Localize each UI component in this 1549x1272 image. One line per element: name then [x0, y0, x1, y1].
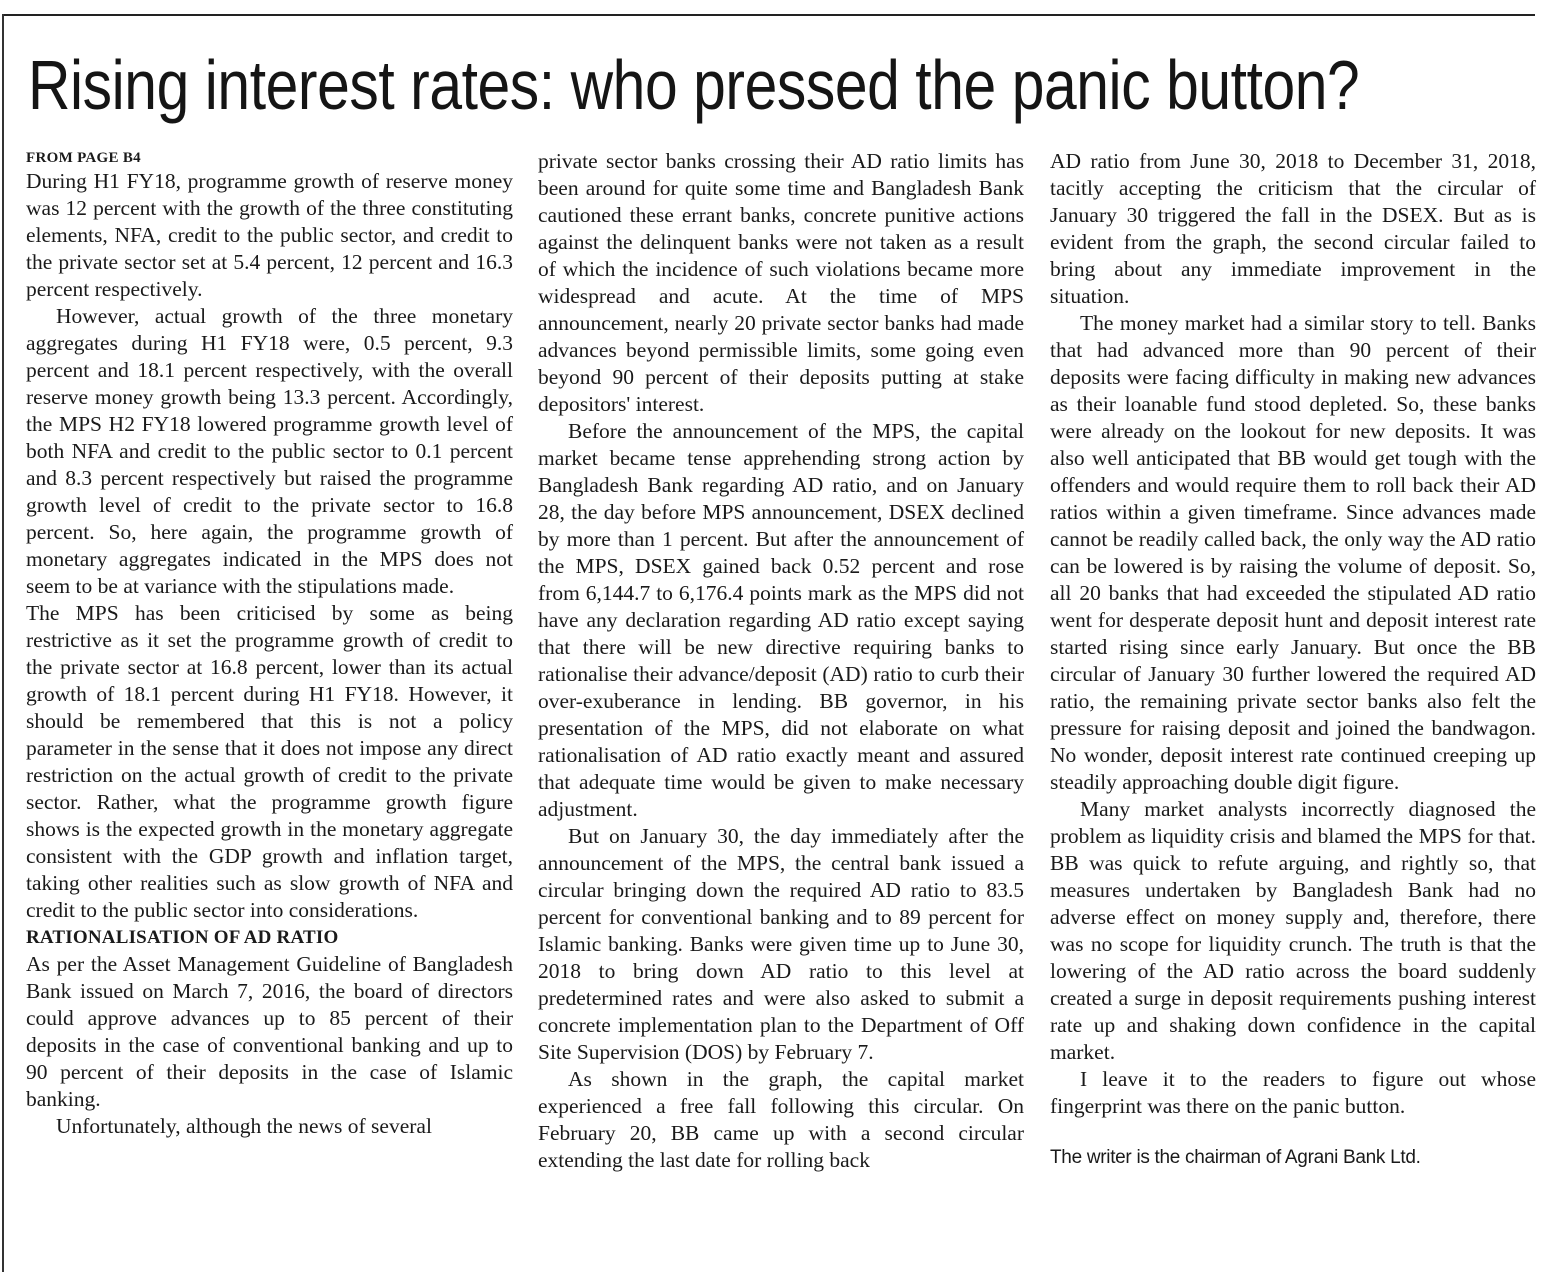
- page-edge-rule: [2, 14, 4, 1272]
- paragraph: Before the announcement of the MPS, the capital market became tense apprehending strong action by Bangladesh Bank regarding AD ratio, and on January 28, the day before MPS announcement, DSEX declined by more than 1 percent. But after the announcement of the MPS, DSEX gained back 0.52 percent and rose from 6,144.7 to 6,176.4 points mark as the MPS did not have any declaration regarding AD ratio except saying that there will be new directive requiring banks to rationalise their advance/deposit (AD) ratio to curb their over-exuberance in lending. BB governor, in his presentation of the MPS, did not elaborate on what rationalisation of AD ratio exactly meant and assured that adequate time would be given to make necessary adjustment.: [538, 419, 1024, 821]
- paragraph: private sector banks crossing their AD ratio limits has been around for quite some time and Bangladesh Bank cautioned these errant banks, concrete punitive actions against the delinquent banks were not taken as a result of which the incidence of such violations became more widespread and acute. At the time of MPS announcement, nearly 20 private sector banks had made advances beyond permissible limits, some going even beyond 90 percent of their deposits putting at stake depositors' interest.: [538, 149, 1024, 416]
- paragraph: The money market had a similar story to tell. Banks that had advanced more than 90 percent of their deposits were facing difficulty in making new advances as their loanable fund stood depleted. So, these banks were already on the lookout for new deposits. It was also well anticipated that BB would get tough with the offenders and would require them to roll back their AD ratios within a given timeframe. Since advances made cannot be readily called back, the only way the AD ratio can be lowered is by raising the volume of deposit. So, all 20 banks that had exceeded the stipulated AD ratio went for desperate deposit hunt and deposit interest rate started rising since early January. But once the BB circular of January 30 further lowered the required AD ratio, the remaining private sector banks also felt the pressure for raising deposit and joined the bandwagon. No wonder, deposit interest rate continued creeping up steadily approaching double digit figure.: [1050, 311, 1536, 794]
- headline: Rising interest rates: who pressed the panic button?: [28, 46, 1360, 124]
- continuation-label: FROM PAGE B4: [26, 150, 141, 166]
- paragraph: But on January 30, the day immediately after the announcement of the MPS, the central bank issued a circular bringing down the required AD ratio to 83.5 percent for conventional banking and to 89 percent for Islamic banking. Banks were given time up to June 30, 2018 to bring down AD ratio to this level at predetermined rates and were also asked to submit a concrete implementation plan to the Department of Off Site Supervision (DOS) by February 7.: [538, 824, 1024, 1064]
- paragraph: Many market analysts incorrectly diagnosed the problem as liquidity crisis and blamed the MPS for that. BB was quick to refute arguing, and rightly so, that measures undertaken by Bangladesh Bank had no adverse effect on money supply and, therefore, there was no scope for liquidity crunch. The truth is that the lowering of the AD ratio across the board suddenly created a surge in deposit requirements pushing interest rate up and shaking down confidence in the capital market.: [1050, 797, 1536, 1064]
- section-subhead: RATIONALISATION OF AD RATIO: [26, 927, 339, 948]
- paragraph: AD ratio from June 30, 2018 to December 31, 2018, tacitly accepting the criticism that the circular of January 30 triggered the fall in the DSEX. But as is evident from the graph, the second circular failed to bring about any immediate improvement in the situation.: [1050, 149, 1536, 308]
- paragraph: However, actual growth of the three monetary aggregates during H1 FY18 were, 0.5 percent, 9.3 percent and 18.1 percent respectively, with the overall reserve money growth being 13.3 percent. Accordingly, the MPS H2 FY18 lowered programme growth level of both NFA and credit to the public sector to 0.1 percent and 8.3 percent respectively but raised the programme growth level of credit to the private sector to 16.8 percent. So, here again, the programme growth of monetary aggregates indicated in the MPS does not seem to be at variance with the stipulations made.: [26, 304, 513, 598]
- article-column-2: [538, 148, 1024, 1174]
- author-byline: The writer is the chairman of Agrani Bank Ltd.: [1050, 1147, 1421, 1168]
- paragraph: As per the Asset Management Guideline of Bangladesh Bank issued on March 7, 2016, the board of directors could approve advances up to 85 percent of their deposits in the case of conventional banking and up to 90 percent of their deposits in the case of Islamic banking.: [26, 952, 513, 1111]
- top-rule: [4, 14, 1535, 16]
- paragraph: As shown in the graph, the capital market experienced a free fall following this circular. On February 20, BB came up with a second circular extending the last date for rolling back: [538, 1067, 1024, 1172]
- paragraph: Unfortunately, although the news of several: [56, 1114, 432, 1138]
- paragraph: The MPS has been criticised by some as being restrictive as it set the programme growth of credit to the private sector at 16.8 percent, lower than its actual growth of 18.1 percent during H1 FY18. However, it should be remembered that this is not a policy parameter in the sense that it does not impose any direct restriction on the actual growth of credit to the private sector. Rather, what the programme growth figure shows is the expected growth in the monetary aggregate consistent with the GDP growth and inflation target, taking other realities such as slow growth of NFA and credit to the public sector into considerations.: [26, 601, 513, 922]
- article-column-1: [26, 148, 513, 1140]
- paragraph: I leave it to the readers to figure out whose fingerprint was there on the panic button.: [1050, 1067, 1536, 1118]
- paragraph: During H1 FY18, programme growth of reserve money was 12 percent with the growth of the three constituting elements, NFA, credit to the public sector, and credit to the private sector set at 5.4 percent, 12 percent and 16.3 percent respectively.: [26, 169, 513, 301]
- article-column-3: [1050, 148, 1536, 1170]
